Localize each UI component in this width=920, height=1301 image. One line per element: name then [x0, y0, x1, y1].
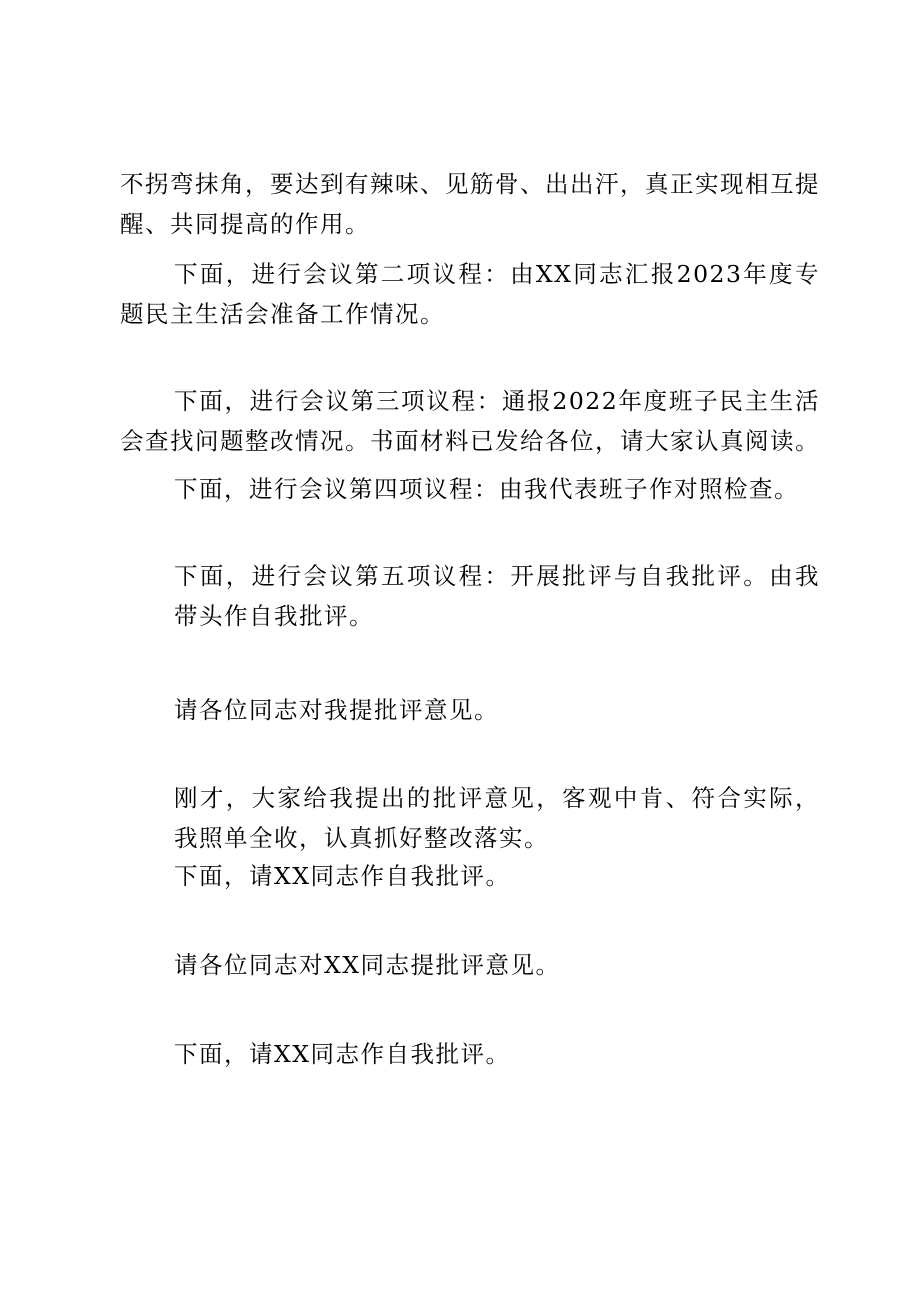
paragraph-response: 刚才，大家给我提出的批评意见，客观中肯、符合实际，我照单全收，认真抓好整改落实。	[174, 784, 820, 852]
paragraph-agenda-item-2: 下面，进行会议第二项议程：由XX同志汇报2023年度专题民主生活会准备工作情况。	[120, 260, 820, 328]
paragraph-agenda-item-5: 下面，进行会议第五项议程：开展批评与自我批评。由我带头作自我批评。	[174, 562, 820, 630]
paragraph-next-self-criticism-2: 下面，请XX同志作自我批评。	[174, 1040, 511, 1068]
paragraph-agenda-item-4: 下面，进行会议第四项议程：由我代表班子作对照检查。	[174, 475, 799, 503]
paragraph-request-criticism-xx: 请各位同志对XX同志提批评意见。	[174, 951, 561, 979]
paragraph-agenda-item-3: 下面，进行会议第三项议程：通报2022年度班子民主生活会查找问题整改情况。书面材料已发给各位，请大家认真阅读。	[120, 387, 820, 455]
paragraph-continuation: 不拐弯抹角，要达到有辣味、见筋骨、出出汗，真正实现相互提醒、共同提高的作用。	[120, 170, 820, 238]
paragraph-request-criticism: 请各位同志对我提批评意见。	[174, 696, 499, 724]
paragraph-next-self-criticism: 下面，请XX同志作自我批评。	[174, 862, 511, 890]
